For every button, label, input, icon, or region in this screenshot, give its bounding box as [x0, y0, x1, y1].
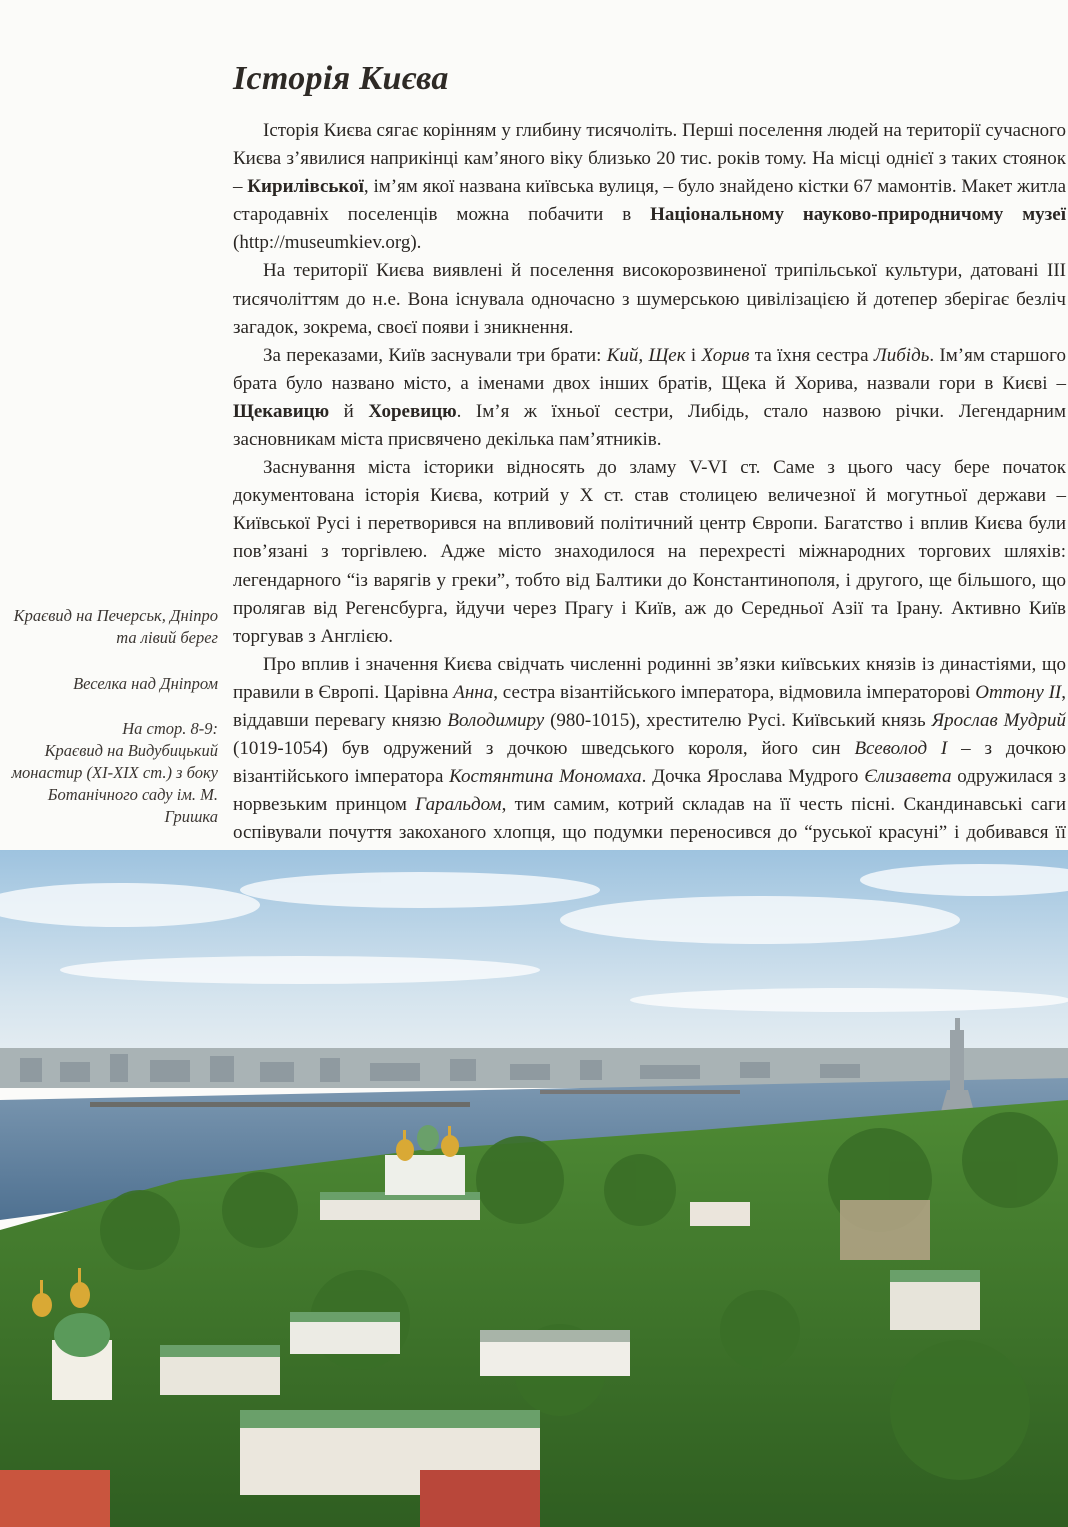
bold-term: Кирилівської	[247, 176, 364, 198]
text-run: й	[329, 400, 369, 422]
text-run: – з дочкою візантійського імператора	[233, 738, 1067, 788]
bridge	[90, 1102, 470, 1107]
text-run: . Ім’ям старшого брата було названо місто, а іменами двох інших братів, Щека й Хорива, назвали гори в Києві –	[233, 344, 1067, 394]
paragraph	[233, 454, 1066, 651]
bold-term: Національному науково-природничому музеї	[650, 204, 1066, 226]
paragraph	[233, 342, 1066, 454]
italic-name: Анна	[453, 681, 494, 703]
caption-pechersk: Краєвид на Печерськ, Дніпро та лівий берег	[13, 606, 218, 647]
italic-name: Володимиру	[447, 709, 545, 731]
bridge-far	[540, 1090, 740, 1094]
paragraph	[233, 651, 1066, 876]
text-run: (1019-1054) був одружений з дочкою шведського короля, його син	[233, 738, 855, 760]
text-run: і	[685, 344, 702, 366]
italic-name: Всеволод I	[854, 738, 948, 760]
italic-name: Єлизавета	[864, 766, 952, 788]
text-run: , сестра візантійського імператора, відмовила імператорові	[493, 681, 976, 703]
italic-name: Костянтина Мономаха	[449, 766, 642, 788]
text-run: одружилася з норвезьким принцом	[233, 766, 1066, 816]
caption-rainbow: Веселка над Дніпром	[73, 674, 218, 693]
italic-name: Либідь	[873, 344, 930, 366]
paragraph	[233, 257, 1066, 341]
italic-name: Ярослав Мудрий	[931, 709, 1066, 731]
italic-name: Гаральдом	[415, 794, 502, 816]
text-run: Історія Києва сягає корінням у глибину тисячоліть. Перші поселення людей на території сучасного Києва з’явилися наприкінці кам’яного віку близько 20 тис. років тому. На місці однієї з таких стоянок –	[233, 120, 1066, 198]
text-run: (980-1015), хрестителю Русі. Київський князь	[544, 709, 932, 731]
text-run: та їхня сестра	[749, 344, 874, 366]
text-run: , віддавши перевагу князю	[233, 681, 1066, 731]
text-run: На території Києва виявлені й поселення високорозвиненої трипільської культури, датовані III тисячоліттям до н.е. Вона існувала одночасно з шумерською цивілізацією й дотепер зберігає безліч загадок, зокрема, своєї появи і зникнення.	[233, 260, 1066, 338]
italic-name: Кий, Щек	[606, 344, 686, 366]
article-body	[233, 117, 1066, 876]
text-run: Про вплив і значення Києва свідчать численні родинні зв’язки київських князів із династіями, що правили в Європі. Царівна	[233, 653, 1066, 703]
bold-term: Щекавицю	[233, 400, 330, 422]
text-run: , ім’ям якої названа київська вулиця, – було знайдено кістки 67 мамонтів. Макет житла стародавніх поселенців можна побачити в	[233, 176, 1067, 226]
text-run: . Ім’я ж їхньої сестри, Либідь, стало назвою річки. Легендарним засновникам міста присвячено декілька пам’ятників.	[233, 400, 1066, 451]
text-run: За переказами, Київ заснували три брати:	[263, 344, 607, 366]
text-run: (http://museumkiev.org).	[233, 232, 422, 254]
caption-vydubychi: Краєвид на Видубицький монастир (XI-XIX ст.) з боку Ботанічного саду ім. М. Гришка	[11, 741, 218, 826]
text-run: Заснування міста історики відносять до зламу V-VI ст. Саме з цього часу бере початок документована історія Києва, котрий у Х ст. став столицею величезної й могутньої держави – Київської Русі і перетворився на впливовий політичний центр Європи. Багатство і вплив Києва були пов’язані з торгівлею. Адже місто знаходилося на перехресті міжнародних торгових шляхів: легендарного “із варягів у греки”, тобто від Балтики до Константинополя, і другого, ще більшого, що пролягав від Регенсбурга, йдучи через Прагу і Київ, аж до Середньої Азії та Ірану. Активно Київ торгував з Англією.	[233, 457, 1066, 647]
caption-pages-reference: На стор. 8-9:	[122, 719, 218, 738]
italic-name: Хорив	[701, 344, 750, 366]
text-run: . Дочка Ярослава Мудрого	[641, 766, 865, 788]
italic-name: Оттону II	[975, 681, 1062, 703]
kyiv-panorama-photo	[0, 850, 1068, 1527]
text-run: , тим самим, котрий складав на її честь пісні. Скандинавські саги оспівували почуття закоханого хлопця, що подумки переносився до “руської красуні” і добивався її	[233, 794, 1066, 844]
construction-site	[840, 1200, 930, 1260]
page-title: Історія Києва	[233, 60, 449, 97]
panorama-illustration	[0, 850, 1068, 1527]
bold-term: Хоревицю	[368, 400, 457, 422]
paragraph	[233, 117, 1066, 257]
